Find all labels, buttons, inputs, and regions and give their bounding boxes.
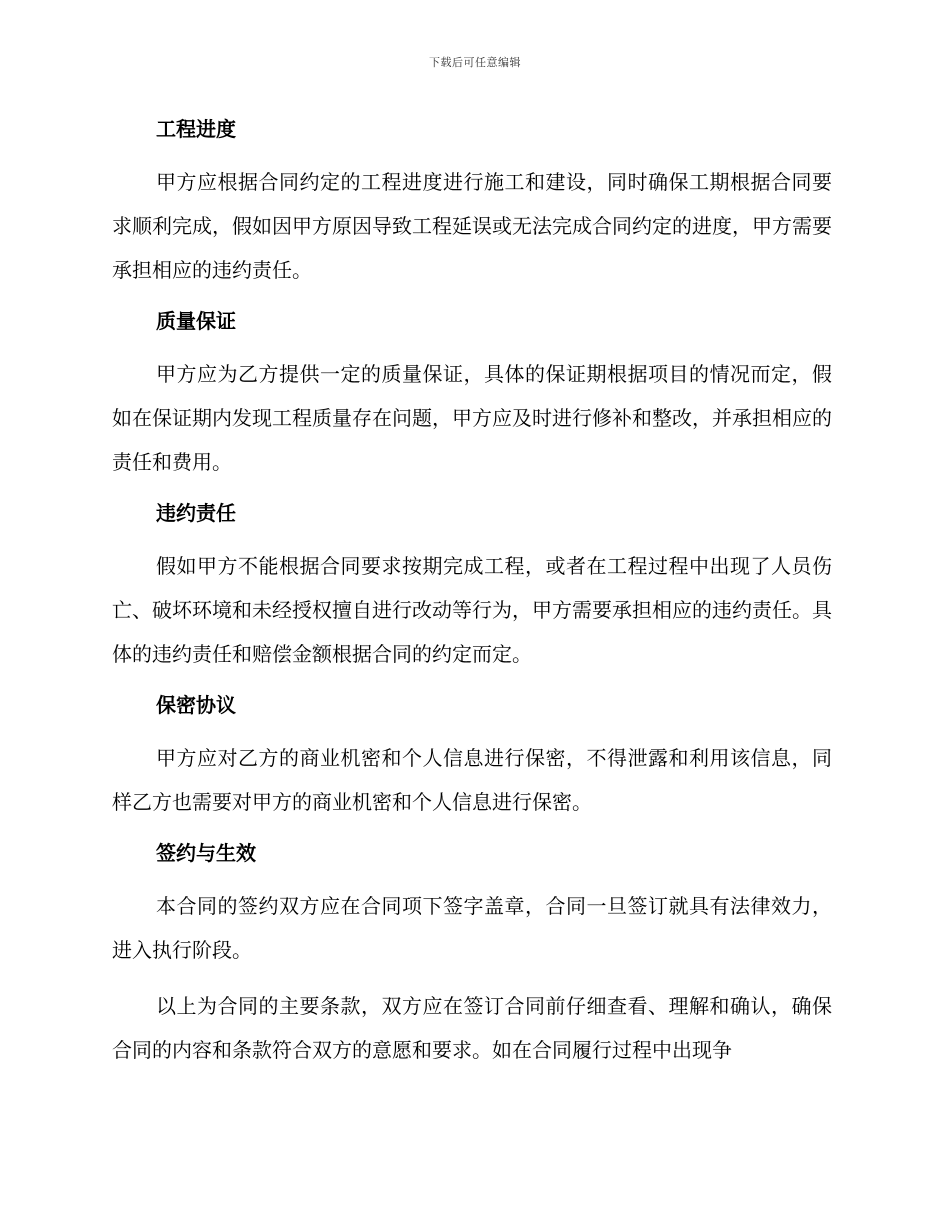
section-heading: 保密协议	[156, 693, 236, 717]
section-paragraph: 假如甲方不能根据合同要求按期完成工程，或者在工程过程中出现了人员伤亡、破坏环境和未经授权擅自进行改动等行为，甲方需要承担相应的违约责任。具体的违约责任和赔偿金额根据合同的约定而定。	[112, 554, 832, 666]
section-confidentiality	[112, 688, 832, 824]
section-paragraph: 本合同的签约双方应在合同项下签字盖章，合同一旦签订就具有法律效力，进入执行阶段。	[112, 894, 832, 962]
section-heading: 签约与生效	[156, 841, 256, 865]
section-signing	[112, 836, 832, 1072]
section-paragraph: 甲方应根据合同约定的工程进度进行施工和建设，同时确保工期根据合同要求顺利完成，假如因甲方原因导致工程延误或无法完成合同约定的进度，甲方需要承担相应的违约责任。	[112, 170, 832, 282]
section-quality	[112, 304, 832, 484]
section-schedule	[112, 112, 832, 292]
section-paragraph: 以上为合同的主要条款，双方应在签订合同前仔细查看、理解和确认，确保合同的内容和条款符合双方的意愿和要求。如在合同履行过程中出现争	[112, 994, 832, 1062]
section-heading: 工程进度	[156, 117, 236, 141]
section-liability	[112, 496, 832, 676]
section-paragraph: 甲方应对乙方的商业机密和个人信息进行保密，不得泄露和利用该信息，同样乙方也需要对甲方的商业机密和个人信息进行保密。	[112, 746, 832, 814]
section-heading: 质量保证	[156, 309, 236, 333]
section-heading: 违约责任	[156, 501, 236, 525]
document-body	[112, 112, 832, 1084]
page-header-note: 下载后可任意编辑	[429, 56, 521, 69]
section-paragraph: 甲方应为乙方提供一定的质量保证，具体的保证期根据项目的情况而定，假如在保证期内发现工程质量存在问题，甲方应及时进行修补和整改，并承担相应的责任和费用。	[112, 362, 832, 474]
